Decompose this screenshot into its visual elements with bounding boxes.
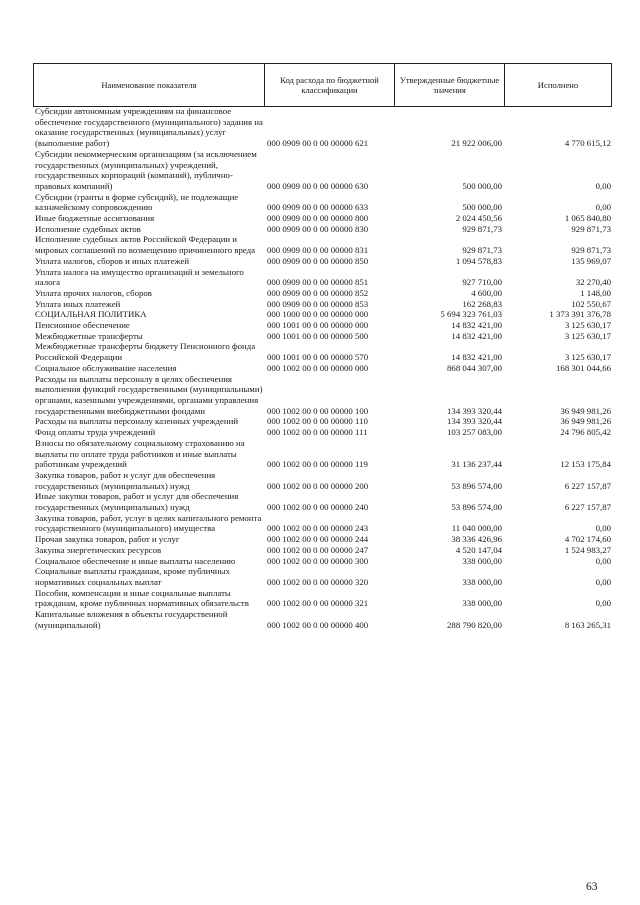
table-row: [33, 438, 611, 470]
row-done-value: 6 227 157,87: [564, 502, 611, 513]
table-row: [33, 427, 611, 438]
row-plan-value: 2 024 450,56: [455, 213, 502, 224]
row-name: Фонд оплаты труда учреждений: [35, 427, 156, 438]
row-name: Закупка товаров, работ и услуг для обеспечения государственных (муниципальных) нужд: [35, 469, 216, 491]
row-name: Социальное обеспечение и иные выплаты населению: [35, 555, 236, 566]
row-done-value: 3 125 630,17: [564, 320, 611, 331]
row-code: 000 1002 00 0 00 00000 243: [267, 523, 369, 534]
row-plan-value: 927 710,00: [462, 277, 502, 288]
row-name: Закупка энергетических ресурсов: [35, 544, 162, 555]
row-plan-value: 4 520 147,04: [455, 544, 502, 555]
row-code: 000 1000 00 0 00 00000 000: [267, 309, 369, 320]
row-name: Субсидии некоммерческим организациям (за исключением государственных (муниципальных) учреждений, государственных корпораций (компаний), публично-правовых компаний): [35, 148, 257, 191]
row-code: 000 0909 00 0 00 00000 800: [267, 213, 369, 224]
row-name: Межбюджетные трансферты бюджету Пенсионного фонда Российской Федерации: [35, 341, 256, 363]
row-done-value: 1 524 983,27: [564, 544, 611, 555]
row-plan-value: 1 094 578,83: [455, 255, 502, 266]
row-done-value: 24 796 805,42: [560, 427, 611, 438]
row-code: 000 1002 00 0 00 00000 000: [267, 362, 369, 373]
table-row: [33, 309, 611, 320]
row-plan-value: 5 694 323 761,03: [440, 309, 502, 320]
row-plan-value: 14 832 421,00: [451, 320, 502, 331]
row-done-value: 4 702 174,60: [564, 534, 611, 545]
row-code: 000 0909 00 0 00 00000 851: [267, 277, 369, 288]
table-header: [33, 63, 612, 107]
row-plan-value: 103 257 083,00: [447, 427, 502, 438]
row-name: Пособия, компенсации и иные социальные выплаты гражданам, кроме публичных нормативных обязательств: [35, 587, 249, 609]
table-row: [33, 491, 611, 512]
table-row: [33, 213, 611, 224]
row-name: Социальное обслуживание населения: [35, 362, 177, 373]
row-code: 000 1001 00 0 00 00000 500: [267, 330, 369, 341]
row-done-value: 0,00: [595, 598, 611, 609]
row-done-value: 3 125 630,17: [564, 330, 611, 341]
table-row: [33, 470, 611, 491]
row-plan-value: 134 393 320,44: [447, 405, 502, 416]
row-code: 000 1002 00 0 00 00000 244: [267, 534, 369, 545]
row-code: 000 0909 00 0 00 00000 852: [267, 287, 369, 298]
table-row: [33, 363, 611, 374]
row-name: Прочая закупка товаров, работ и услуг: [35, 534, 180, 545]
table-row: [33, 566, 611, 587]
row-plan-value: 868 044 307,00: [447, 362, 502, 373]
table-row: [33, 267, 611, 288]
row-name: Расходы на выплаты персоналу казенных учреждений: [35, 416, 239, 427]
row-done-value: 36 949 981,26: [560, 416, 611, 427]
row-code: 000 1002 00 0 00 00000 100: [267, 405, 369, 416]
row-name: Социальные выплаты гражданам, кроме публичных нормативных социальных выплат: [35, 566, 230, 587]
row-done-value: 102 550,67: [571, 298, 611, 309]
row-name: Уплата налога на имущество организаций и земельного налога: [35, 266, 244, 288]
row-code: 000 1001 00 0 00 00000 000: [267, 320, 369, 331]
row-plan-value: 500 000,00: [462, 202, 502, 213]
row-done-value: 32 270,40: [575, 277, 611, 288]
table-row: [33, 609, 611, 630]
row-code: 000 0909 00 0 00 00000 630: [267, 180, 369, 191]
row-code: 000 1002 00 0 00 00000 200: [267, 480, 369, 491]
header-code: Код расхода по бюджетной классификации: [265, 64, 395, 107]
table-row: [33, 106, 611, 149]
table-body: [33, 106, 611, 630]
header-name: Наименование показателя: [34, 64, 265, 107]
table-row: [33, 256, 611, 267]
row-done-value: 1 065 840,80: [564, 213, 611, 224]
row-plan-value: 21 922 006,00: [451, 138, 502, 149]
row-code: 000 1002 00 0 00 00000 300: [267, 555, 369, 566]
row-done-value: 8 163 265,31: [564, 619, 611, 630]
row-plan-value: 38 336 426,96: [451, 534, 502, 545]
table-row: [33, 513, 611, 534]
page-number: 63: [586, 881, 598, 893]
table-row: [33, 534, 611, 545]
row-plan-value: 338 000,00: [462, 598, 502, 609]
table-row: [33, 149, 611, 192]
row-name: Пенсионное обеспечение: [35, 320, 130, 331]
row-done-value: 0,00: [595, 523, 611, 534]
row-code: 000 1002 00 0 00 00000 119: [267, 459, 368, 470]
row-name: Исполнение судебных актов: [35, 223, 141, 234]
row-name: Уплата иных платежей: [35, 298, 121, 309]
row-done-value: 6 227 157,87: [564, 480, 611, 491]
row-code: 000 1002 00 0 00 00000 247: [267, 544, 369, 555]
table-row: [33, 341, 611, 362]
row-code: 000 0909 00 0 00 00000 633: [267, 202, 369, 213]
row-plan-value: 500 000,00: [462, 180, 502, 191]
row-code: 000 1002 00 0 00 00000 320: [267, 576, 369, 587]
table-row: [33, 224, 611, 235]
row-name: Уплата налогов, сборов и иных платежей: [35, 255, 190, 266]
row-done-value: 929 871,73: [571, 245, 611, 256]
row-done-value: 3 125 630,17: [564, 352, 611, 363]
row-plan-value: 288 790 820,00: [447, 619, 502, 630]
row-plan-value: 53 896 574,00: [451, 480, 502, 491]
row-done-value: 0,00: [595, 202, 611, 213]
table-row: [33, 234, 611, 255]
row-plan-value: 162 268,83: [462, 298, 502, 309]
row-plan-value: 929 871,73: [462, 245, 502, 256]
row-code: 000 1002 00 0 00 00000 111: [267, 427, 368, 438]
row-code: 000 0909 00 0 00 00000 850: [267, 255, 369, 266]
row-done-value: 929 871,73: [571, 223, 611, 234]
table-row: [33, 545, 611, 556]
row-plan-value: 338 000,00: [462, 576, 502, 587]
row-code: 000 1002 00 0 00 00000 321: [267, 598, 369, 609]
row-name: Субсидии (гранты в форме субсидий), не подлежащие казначейскому сопровождению: [35, 191, 239, 213]
header-done: Исполнено: [505, 64, 612, 107]
row-plan-value: 338 000,00: [462, 555, 502, 566]
row-done-value: 36 949 981,26: [560, 405, 611, 416]
row-code: 000 1002 00 0 00 00000 400: [267, 619, 369, 630]
row-plan-value: 14 832 421,00: [451, 352, 502, 363]
table-row: [33, 588, 611, 609]
row-plan-value: 929 871,73: [462, 223, 502, 234]
row-code: 000 1002 00 0 00 00000 110: [267, 416, 368, 427]
row-name: Иные закупки товаров, работ и услуг для обеспечения государственных (муниципальных) нужд: [35, 491, 239, 513]
row-code: 000 0909 00 0 00 00000 621: [267, 138, 369, 149]
row-name: Капитальные вложения в объекты государственной (муниципальной): [35, 609, 228, 630]
row-done-value: 1 373 391 376,78: [549, 309, 611, 320]
row-done-value: 0,00: [595, 180, 611, 191]
row-done-value: 135 969,07: [571, 255, 611, 266]
row-code: 000 1002 00 0 00 00000 240: [267, 502, 369, 513]
row-name: Субсидии автономным учреждениям на финансовое обеспечение государственного (муниципального) задания на оказание государственных (муниципальных) услуг (выполнение работ): [35, 106, 263, 149]
table-row: [33, 556, 611, 567]
row-plan-value: 134 393 320,44: [447, 416, 502, 427]
row-done-value: 0,00: [595, 555, 611, 566]
row-code: 000 0909 00 0 00 00000 853: [267, 298, 369, 309]
table-row: [33, 320, 611, 331]
table-row: [33, 416, 611, 427]
row-plan-value: 11 040 000,00: [451, 523, 502, 534]
header-plan: Утвержденные бюджетные значения: [395, 64, 505, 107]
table-row: [33, 288, 611, 299]
row-plan-value: 31 136 237,44: [451, 459, 502, 470]
row-name: Исполнение судебных актов Российской Федерации и мировых соглашений по возмещению причиненного вреда: [35, 234, 256, 256]
row-code: 000 0909 00 0 00 00000 830: [267, 223, 369, 234]
table-row: [33, 299, 611, 310]
row-done-value: 4 770 615,12: [564, 138, 611, 149]
table-row: [33, 374, 611, 417]
row-code: 000 1001 00 0 00 00000 570: [267, 352, 369, 363]
row-name: Межбюджетные трансферты: [35, 330, 143, 341]
row-name: Взносы по обязательному социальному страхованию на выплаты по оплате труда работников и иные выплаты работникам учреждений: [35, 437, 245, 470]
row-name: Уплата прочих налогов, сборов: [35, 287, 152, 298]
row-name: Закупка товаров, работ, услуг в целях капитального ремонта государственного (муниципального) имущества: [35, 512, 262, 534]
table-row: [33, 331, 611, 342]
row-plan-value: 53 896 574,00: [451, 502, 502, 513]
row-name: СОЦИАЛЬНАЯ ПОЛИТИКА: [35, 309, 147, 320]
row-done-value: 168 301 044,66: [556, 362, 611, 373]
row-done-value: 0,00: [595, 576, 611, 587]
row-done-value: 12 153 175,84: [560, 459, 611, 470]
row-code: 000 0909 00 0 00 00000 831: [267, 245, 369, 256]
row-plan-value: 4 600,00: [471, 287, 502, 298]
row-name: Иные бюджетные ассигнования: [35, 213, 155, 224]
row-done-value: 1 148,00: [580, 287, 611, 298]
row-plan-value: 14 832 421,00: [451, 330, 502, 341]
row-name: Расходы на выплаты персоналу в целях обеспечения выполнения функций государственными (муниципальными) органами, казенными учреждениями, органами управления государственными внебюджетными фондами: [35, 373, 263, 416]
table-row: [33, 192, 611, 213]
